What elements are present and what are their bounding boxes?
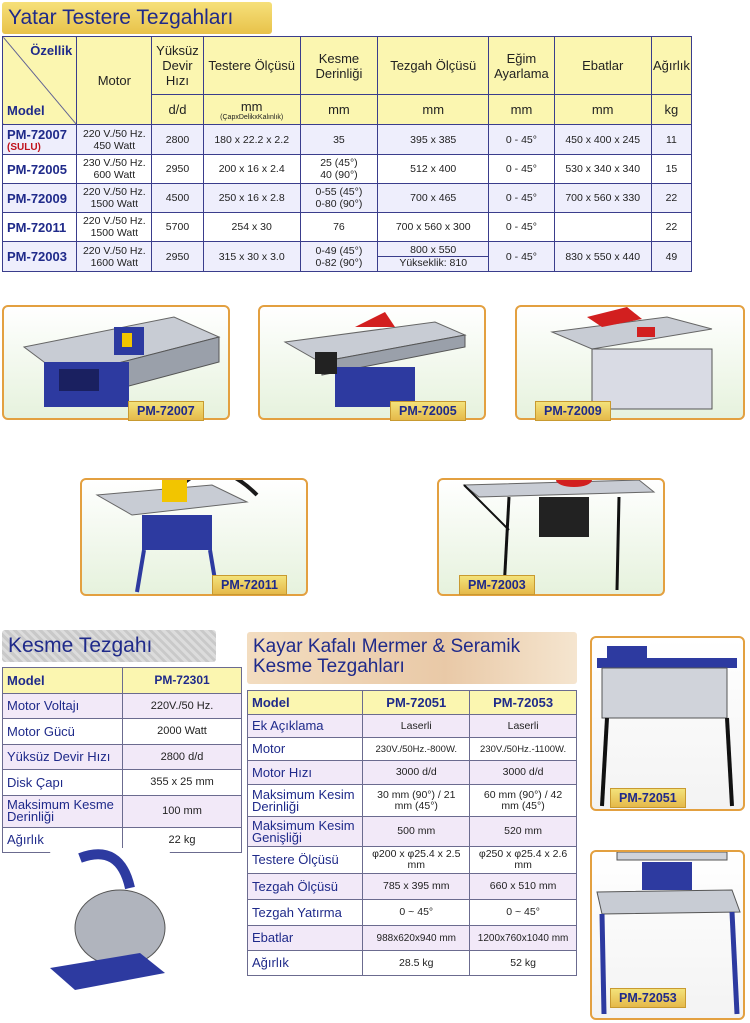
rpm-cell: 2950 — [152, 155, 203, 184]
table-row: Maksimum Kesim Derinliği 30 mm (90°) / 21 mm (45°) 60 mm (90°) / 42 mm (45°) — [248, 785, 577, 817]
model-label: PM-72011 — [212, 575, 287, 595]
table-row: Ek Açıklama Laserli Laserli — [248, 715, 577, 738]
unit-blade: mm (ÇapxDelikxKalınlık) — [203, 95, 300, 125]
unit-weight: kg — [651, 95, 691, 125]
table-size-cell: 700 x 465 — [378, 184, 489, 213]
col-header-blade: Testere Ölçüsü — [203, 37, 300, 95]
motor-cell: 230 V./50 Hz. 600 Watt — [77, 155, 152, 184]
depth-cell: 35 — [300, 125, 377, 155]
table-row: Ağırlık 22 kg — [3, 827, 242, 853]
table-row — [3, 125, 692, 155]
unit-depth: mm — [300, 95, 377, 125]
unit-tilt: mm — [489, 95, 554, 125]
model-cell: PM-72009 — [3, 184, 77, 213]
product-photo-card — [590, 850, 745, 1020]
product-photo-card — [50, 848, 170, 998]
weight-cell: 11 — [651, 125, 691, 155]
table-row: Disk Çapı 355 x 25 mm — [3, 770, 242, 796]
table-row — [3, 155, 692, 184]
tile-cutter-illustration — [592, 638, 743, 809]
depth-cell: 0-55 (45°) 0-80 (90°) — [300, 184, 377, 213]
blade-cell: 180 x 22.2 x 2.2 — [203, 125, 300, 155]
motor-cell: 220 V./50 Hz. 1500 Watt — [77, 213, 152, 242]
spec-table-mermer — [247, 690, 577, 976]
col-header-tilt: Eğim Ayarlama — [489, 37, 554, 95]
model-label: PM-72007 — [128, 401, 204, 421]
motor-cell: 220 V./50 Hz. 450 Watt — [77, 125, 152, 155]
section-title-yatar-testere — [2, 2, 272, 34]
table-size-cell: 800 x 550 Yükseklik: 810 — [378, 242, 489, 272]
table-size-cell: 395 x 385 — [378, 125, 489, 155]
table-row: Motor Hızı 3000 d/d 3000 d/d — [248, 761, 577, 785]
table-row — [3, 184, 692, 213]
table-row: Maksimum Kesme Derinliği 100 mm — [3, 795, 242, 827]
blade-cell: 254 x 30 — [203, 213, 300, 242]
product-photo-card — [2, 305, 230, 420]
table-row: Tezgah Ölçüsü 785 x 395 mm 660 x 510 mm — [248, 874, 577, 900]
dims-cell: 450 x 400 x 245 — [554, 125, 651, 155]
table-row: Tezgah Yatırma 0 ~ 45° 0 ~ 45° — [248, 900, 577, 926]
unit-table: mm — [378, 95, 489, 125]
table-row: Motor 230V./50Hz.-800W. 230V./50Hz.-1100W. — [248, 738, 577, 761]
dims-cell: 700 x 560 x 330 — [554, 184, 651, 213]
depth-cell: 0-49 (45°) 0-82 (90°) — [300, 242, 377, 272]
col-header-table: Tezgah Ölçüsü — [378, 37, 489, 95]
table-row — [3, 242, 692, 272]
weight-cell: 22 — [651, 184, 691, 213]
section-title-text: Yatar Testere Tezgahları — [8, 6, 234, 29]
product-photo-card — [590, 636, 745, 811]
dims-cell — [554, 213, 651, 242]
motor-cell: 220 V./50 Hz. 1500 Watt — [77, 184, 152, 213]
blade-cell: 200 x 16 x 2.4 — [203, 155, 300, 184]
depth-cell: 76 — [300, 213, 377, 242]
spec-table-kesme — [2, 667, 242, 853]
weight-cell: 15 — [651, 155, 691, 184]
blade-cell: 250 x 16 x 2.8 — [203, 184, 300, 213]
dims-cell: 530 x 340 x 340 — [554, 155, 651, 184]
motor-cell: 220 V./50 Hz. 1600 Watt — [77, 242, 152, 272]
section-title-mermer: Kayar Kafalı Mermer & Seramik Kesme Tezgahları — [247, 632, 577, 684]
rpm-cell: 5700 — [152, 213, 203, 242]
unit-dims: mm — [554, 95, 651, 125]
table-row — [3, 213, 692, 242]
model-label: PM-72009 — [535, 401, 611, 421]
unit-rpm: d/d — [152, 95, 203, 125]
table-row: Maksimum Kesim Genişliği 500 mm 520 mm — [248, 817, 577, 847]
depth-cell: 25 (45°) 40 (90°) — [300, 155, 377, 184]
weight-cell: 49 — [651, 242, 691, 272]
model-label: PM-72005 — [390, 401, 466, 421]
col-header-dims: Ebatlar — [554, 37, 651, 95]
table-row: Testere Ölçüsü φ200 x φ25.4 x 2.5 mm φ250 x φ25.4 x 2.6 mm — [248, 847, 577, 874]
rpm-cell: 4500 — [152, 184, 203, 213]
weight-cell: 22 — [651, 213, 691, 242]
tilt-cell: 0 - 45° — [489, 184, 554, 213]
section-title-kesme: Kesme Tezgahı — [2, 630, 216, 662]
col-header-depth: Kesme Derinliği — [300, 37, 377, 95]
tilt-cell: 0 - 45° — [489, 125, 554, 155]
model-cell: PM-72003 — [3, 242, 77, 272]
table-row: Model PM-72301 — [3, 668, 242, 694]
col-header-rpm: Yüksüz Devir Hızı — [152, 37, 203, 95]
col-header-motor: Motor — [77, 37, 152, 125]
product-photo-card — [515, 305, 745, 420]
table-row: Motor Gücü 2000 Watt — [3, 719, 242, 745]
tilt-cell: 0 - 45° — [489, 155, 554, 184]
spec-table-yatar-testere — [2, 36, 692, 272]
blade-cell: 315 x 30 x 3.0 — [203, 242, 300, 272]
table-row: Ağırlık 28.5 kg 52 kg — [248, 951, 577, 976]
model-cell: PM-72011 — [3, 213, 77, 242]
tilt-cell: 0 - 45° — [489, 213, 554, 242]
model-label: PM-72053 — [610, 988, 686, 1008]
table-size-cell: 700 x 560 x 300 — [378, 213, 489, 242]
product-photo-card — [437, 478, 665, 596]
dims-cell: 830 x 550 x 440 — [554, 242, 651, 272]
table-row: Yüksüz Devir Hızı 2800 d/d — [3, 744, 242, 770]
product-photo-card — [258, 305, 486, 420]
table-row: Motor Voltajı 220V./50 Hz. — [3, 693, 242, 719]
table-row: Model PM-72051 PM-72053 — [248, 691, 577, 715]
header-corner: Özellik Model — [3, 37, 77, 125]
col-header-weight: Ağırlık — [651, 37, 691, 95]
model-label: PM-72003 — [459, 575, 535, 595]
tilt-cell: 0 - 45° — [489, 242, 554, 272]
table-row: Ebatlar 988x620x940 mm 1200x760x1040 mm — [248, 926, 577, 951]
model-cell: PM-72005 — [3, 155, 77, 184]
product-photo-card — [80, 478, 308, 596]
rpm-cell: 2950 — [152, 242, 203, 272]
rpm-cell: 2800 — [152, 125, 203, 155]
model-cell: PM-72007 (SULU) — [3, 125, 77, 155]
model-label: PM-72051 — [610, 788, 686, 808]
table-size-cell: 512 x 400 — [378, 155, 489, 184]
cut-off-saw-illustration — [50, 848, 170, 998]
